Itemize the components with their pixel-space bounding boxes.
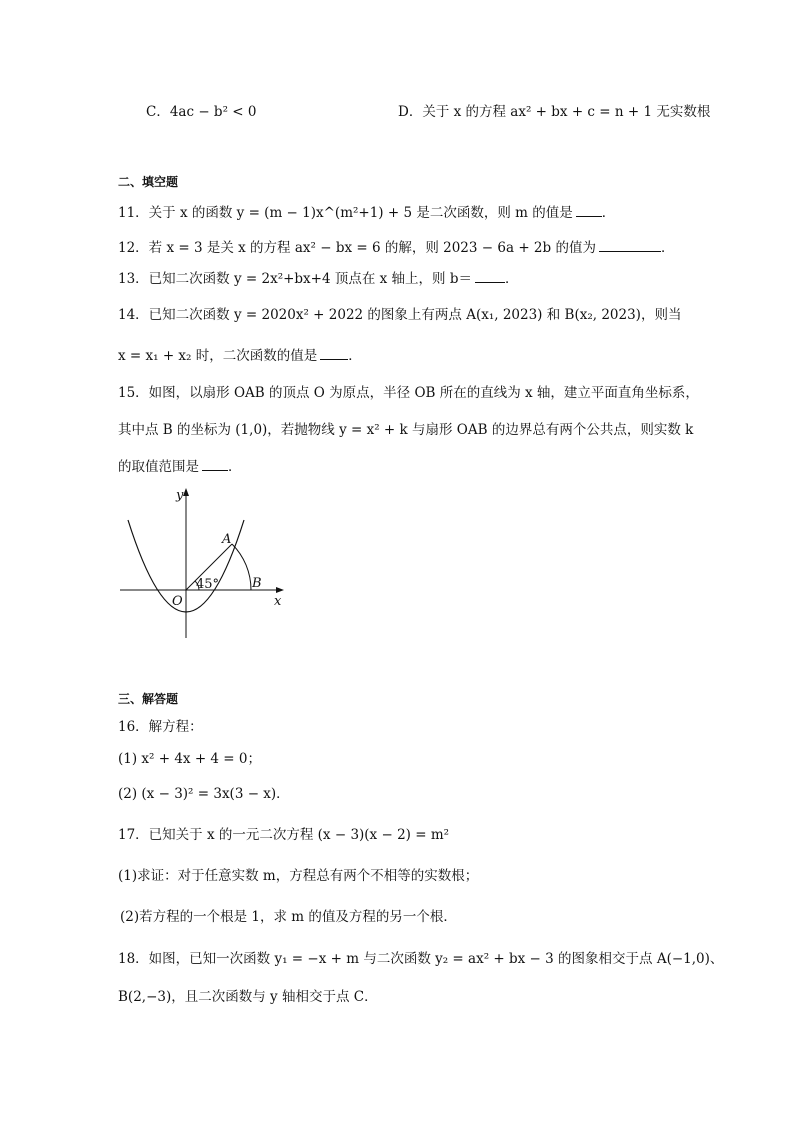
question-15-line-3: 的取值范围是 ．: [118, 459, 242, 475]
question-15-line-3-text: 的取值范围是: [118, 459, 199, 475]
sector-arc: [232, 544, 251, 590]
x-axis-arrow: [276, 587, 284, 593]
question-18-line-1: 18．如图，已知一次函数 y₁ = −x + m 与二次函数 y₂ = ax² + bx − 3 的图象相交于点 A(−1,0)、: [118, 951, 724, 967]
option-d: D．关于 x 的方程 ax² + bx + c = n + 1 无实数根: [398, 104, 711, 120]
section-fill-in-title: 二、填空题: [118, 175, 179, 189]
question-18-line-2: B(2,−3)，且二次函数与 y 轴相交于点 C．: [118, 989, 378, 1005]
y-axis-arrow: [183, 488, 189, 496]
section-solve-title: 三、解答题: [118, 692, 179, 706]
question-13: 13．已知二次函数 y = 2x²+bx+4 顶点在 x 轴上，则 b＝ ．: [118, 271, 519, 287]
question-11-text: 11．关于 x 的函数 y = (m − 1)x^(m²+1) + 5 是二次函数，则 m 的值是: [118, 205, 573, 221]
question-16-part-1: (1) x² + 4x + 4 = 0；: [118, 751, 262, 767]
answer-blank: [475, 269, 505, 283]
answer-blank: [576, 203, 602, 217]
label-a: A: [222, 532, 232, 547]
answer-blank: [320, 346, 348, 360]
label-y: y: [176, 488, 184, 503]
question-16-title: 16．解方程：: [118, 719, 203, 735]
question-12: 12．若 x = 3 是关 x 的方程 ax² − bx = 6 的解，则 2023 − 6a + 2b 的值为 ．: [118, 240, 675, 256]
answer-blank: [202, 457, 228, 471]
question-15-line-2: 其中点 B 的坐标为 (1,0)，若抛物线 y = x² + k 与扇形 OAB 的边界总有两个公共点，则实数 k: [118, 422, 694, 438]
question-11: 11．关于 x 的函数 y = (m − 1)x^(m²+1) + 5 是二次函数，则 m 的值是 ．: [118, 205, 616, 221]
label-angle: 45°: [196, 577, 220, 592]
answer-blank: [599, 238, 661, 252]
question-12-text: 12．若 x = 3 是关 x 的方程 ax² − bx = 6 的解，则 2023 − 6a + 2b 的值为: [118, 240, 596, 256]
label-x: x: [274, 594, 282, 609]
option-c: C．4ac − b² < 0: [146, 104, 257, 120]
question-17-part-1: (1)求证：对于任意实数 m，方程总有两个不相等的实数根；: [118, 868, 479, 884]
sector-parabola-figure: [116, 484, 296, 644]
question-16-part-2: (2) (x − 3)² = 3x(3 − x)．: [118, 786, 290, 802]
question-14-line-1: 14．已知二次函数 y = 2020x² + 2022 的图象上有两点 A(x₁, 2023) 和 B(x₂, 2023)，则当: [118, 307, 682, 323]
question-17-title: 17．已知关于 x 的一元二次方程 (x − 3)(x − 2) = m²: [118, 827, 450, 843]
question-15-line-1: 15．如图，以扇形 OAB 的顶点 O 为原点，半径 OB 所在的直线为 x 轴，建立平面直角坐标系，: [118, 385, 699, 401]
question-13-text: 13．已知二次函数 y = 2x²+bx+4 顶点在 x 轴上，则 b＝: [118, 271, 472, 287]
label-b: B: [252, 576, 262, 591]
question-14-line-2-text: x = x₁ + x₂ 时，二次函数的值是: [118, 348, 318, 364]
question-17-part-2: (2)若方程的一个根是 1，求 m 的值及方程的另一个根．: [120, 909, 457, 925]
label-o: O: [172, 594, 183, 609]
question-14-line-2: x = x₁ + x₂ 时，二次函数的值是 ．: [118, 348, 362, 364]
